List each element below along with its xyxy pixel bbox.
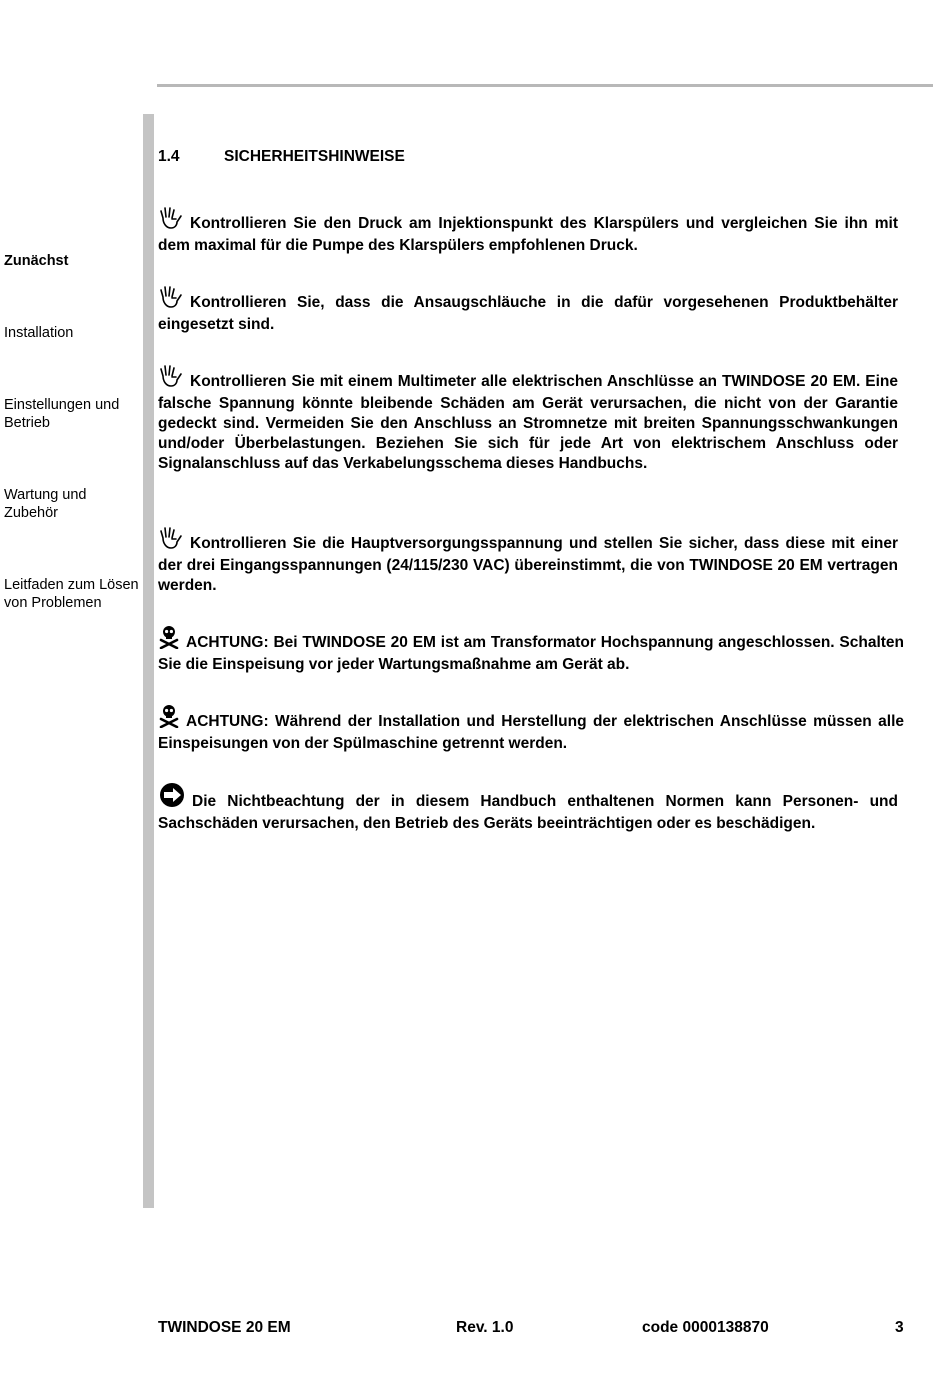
sidebar-item-leitfaden[interactable]: Leitfaden zum Lösen von Problemen — [4, 577, 139, 611]
skull-crossbones-icon — [158, 704, 180, 734]
safety-note-3 — [158, 364, 898, 474]
safety-note-text: Kontrollieren Sie, dass die Ansaugschläuche in die dafür vorgesehenen Produktbehälter eingesetzt sind. — [158, 294, 898, 333]
arrow-circle-icon — [158, 782, 186, 814]
footer-code: code 0000138870 — [642, 1319, 769, 1336]
content-sidebar-bar — [143, 114, 154, 1208]
safety-note-2 — [158, 285, 898, 335]
hand-warning-icon — [158, 526, 184, 556]
hand-warning-icon — [158, 206, 184, 236]
sidebar-item-zunaechst[interactable]: Zunächst — [4, 253, 69, 269]
section-number: 1.4 — [158, 148, 180, 165]
safety-note-text: Kontrollieren Sie den Druck am Injektionspunkt des Klarspülers und vergleichen Sie ihn mit dem maximal für die Pumpe des Klarspülers empfohlenen Druck. — [158, 215, 898, 254]
notice-note — [158, 782, 898, 834]
skull-crossbones-icon — [158, 625, 180, 655]
footer-product: TWINDOSE 20 EM — [158, 1319, 291, 1336]
safety-note-1 — [158, 206, 898, 256]
warning-text: ACHTUNG: Während der Installation und Herstellung der elektrischen Anschlüsse müssen alle Einspeisungen von der Spülmaschine getrennt werden. — [158, 713, 904, 752]
hand-warning-icon — [158, 285, 184, 315]
safety-note-text: Kontrollieren Sie mit einem Multimeter alle elektrischen Anschlüsse an TWINDOSE 20 EM. Eine falsche Spannung könnte bleibende Schäden am Gerät verursachen, die nicht von der Garantie gedeckt sind. Vermeiden Sie den Anschluss an Stromnetze mit breiten Spannungsschwankungen und/oder Überbelastungen. Beziehen Sie sich für jede Art von elektrischem Anschluss oder Signalanschluss auf das Verkabelungsschema dieses Handbuchs. — [158, 373, 898, 472]
safety-note-4 — [158, 526, 898, 596]
sidebar-item-einstellungen[interactable]: Einstellungen und Betrieb — [4, 397, 120, 431]
warning-note-2 — [158, 704, 904, 754]
header-rule — [157, 84, 933, 87]
warning-note-1 — [158, 625, 904, 675]
footer-page-number: 3 — [895, 1319, 904, 1336]
section-heading: SICHERHEITSHINWEISE — [224, 148, 405, 165]
footer-revision: Rev. 1.0 — [456, 1319, 514, 1336]
warning-text: ACHTUNG: Bei TWINDOSE 20 EM ist am Transformator Hochspannung angeschlossen. Schalten Sie die Einspeisung vor jeder Wartungsmaßnahme am Gerät ab. — [158, 634, 904, 673]
sidebar-item-wartung[interactable]: Wartung und Zubehör — [4, 487, 87, 521]
hand-warning-icon — [158, 364, 184, 394]
section-title — [158, 148, 405, 166]
notice-text: Die Nichtbeachtung der in diesem Handbuch enthaltenen Normen kann Personen- und Sachschäden verursachen, den Betrieb des Geräts beeinträchtigen oder es beschädigen. — [158, 793, 898, 832]
sidebar-item-installation[interactable]: Installation — [4, 325, 74, 341]
safety-note-text: Kontrollieren Sie die Hauptversorgungsspannung und stellen Sie sicher, dass diese mit einer der drei Eingangsspannungen (24/115/230 VAC) übereinstimmt, die von TWINDOSE 20 EM vertragen werden. — [158, 535, 898, 594]
